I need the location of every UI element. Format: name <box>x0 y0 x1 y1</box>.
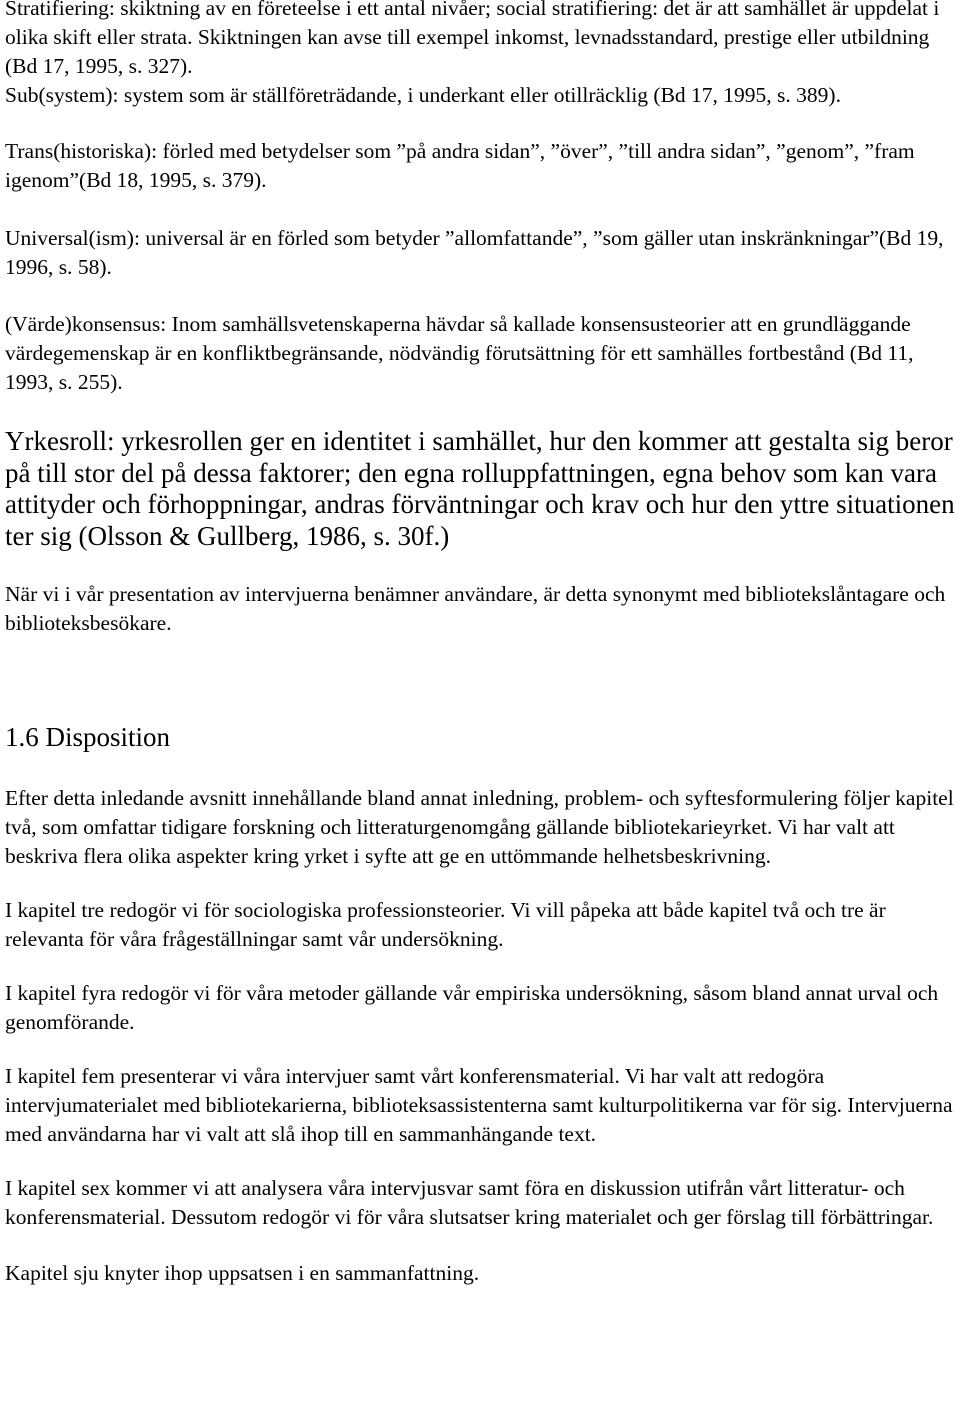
definition-subsystem: Sub(system): system som är ställföreträdande, i underkant eller otillräcklig (Bd 17, 1995, s. 389). <box>5 83 841 107</box>
disposition-paragraph: I kapitel tre redogör vi för sociologiska professionsteorier. Vi vill påpeka att både kapitel två och tre är relevanta för våra frågeställningar samt vår undersökning. <box>5 898 886 951</box>
disposition-paragraph: I kapitel fem presenterar vi våra intervjuer samt vårt konferensmaterial. Vi har valt att redogöra intervjumaterialet med bibliotekarierna, biblioteksassistenterna samt kulturpolitikerna var för sig. Intervjuerna med användarna har vi valt att slå ihop till en sammanhängande text. <box>5 1064 953 1146</box>
definition-stratifiering: Stratifiering: skiktning av en företeelse i ett antal nivåer; social stratifiering: det är att samhället är uppdelat i olika skift eller strata. Skiktningen kan avse till exempel inkomst, levnadsstandard, prestige eller utbildning (Bd 17, 1995, s. 327). <box>5 0 940 78</box>
note-anvandare: När vi i vår presentation av intervjuerna benämner användare, är detta synonymt med bibliotekslåntagare och biblioteksbesökare. <box>5 582 946 635</box>
definition-universal: Universal(ism): universal är en förled som betyder ”allomfattande”, ”som gäller utan inskränkningar”(Bd 19, 1996, s. 58). <box>5 226 944 279</box>
definition-vardekonsensus: (Värde)konsensus: Inom samhällsvetenskaperna hävdar så kallade konsensusteorier att en grundläggande värdegemenskap är en konfliktbegränsande, nödvändig förutsättning för ett samhälles fortbestånd (Bd 11, 1993, s. 255). <box>5 312 914 394</box>
disposition-paragraph: Kapitel sju knyter ihop uppsatsen i en sammanfattning. <box>5 1261 480 1285</box>
document-page <box>5 0 955 1288</box>
definition-trans: Trans(historiska): förled med betydelser som ”på andra sidan”, ”över”, ”till andra sidan”, ”genom”, ”fram igenom”(Bd 18, 1995, s. 379). <box>5 139 915 192</box>
disposition-paragraph: Efter detta inledande avsnitt innehållande bland annat inledning, problem- och syftesformulering följer kapitel två, som omfattar tidigare forskning och litteraturgenomgång gällande bibliotekarieyrket. Vi har valt att beskriva flera olika aspekter kring yrket i syfte att ge en uttömmande helhetsbeskrivning. <box>5 786 954 868</box>
definition-yrkesroll: Yrkesroll: yrkesrollen ger en identitet i samhället, hur den kommer att gestalta sig beror på till stor del på dessa faktorer; den egna rolluppfattningen, egna behov som kan vara attityder och förhoppningar, andras förväntningar och krav och hur den yttre situationen ter sig (Olsson & Gullberg, 1986, s. 30f.) <box>5 426 955 551</box>
section-heading: 1.6 Disposition <box>5 722 171 752</box>
disposition-paragraph: I kapitel sex kommer vi att analysera våra intervjusvar samt föra en diskussion utifrån vårt litteratur- och konferensmaterial. Dessutom redogör vi för våra slutsatser kring materialet och ger förslag till förbättringar. <box>5 1176 934 1229</box>
disposition-paragraph: I kapitel fyra redogör vi för våra metoder gällande vår empiriska undersökning, såsom bland annat urval och genomförande. <box>5 981 939 1034</box>
